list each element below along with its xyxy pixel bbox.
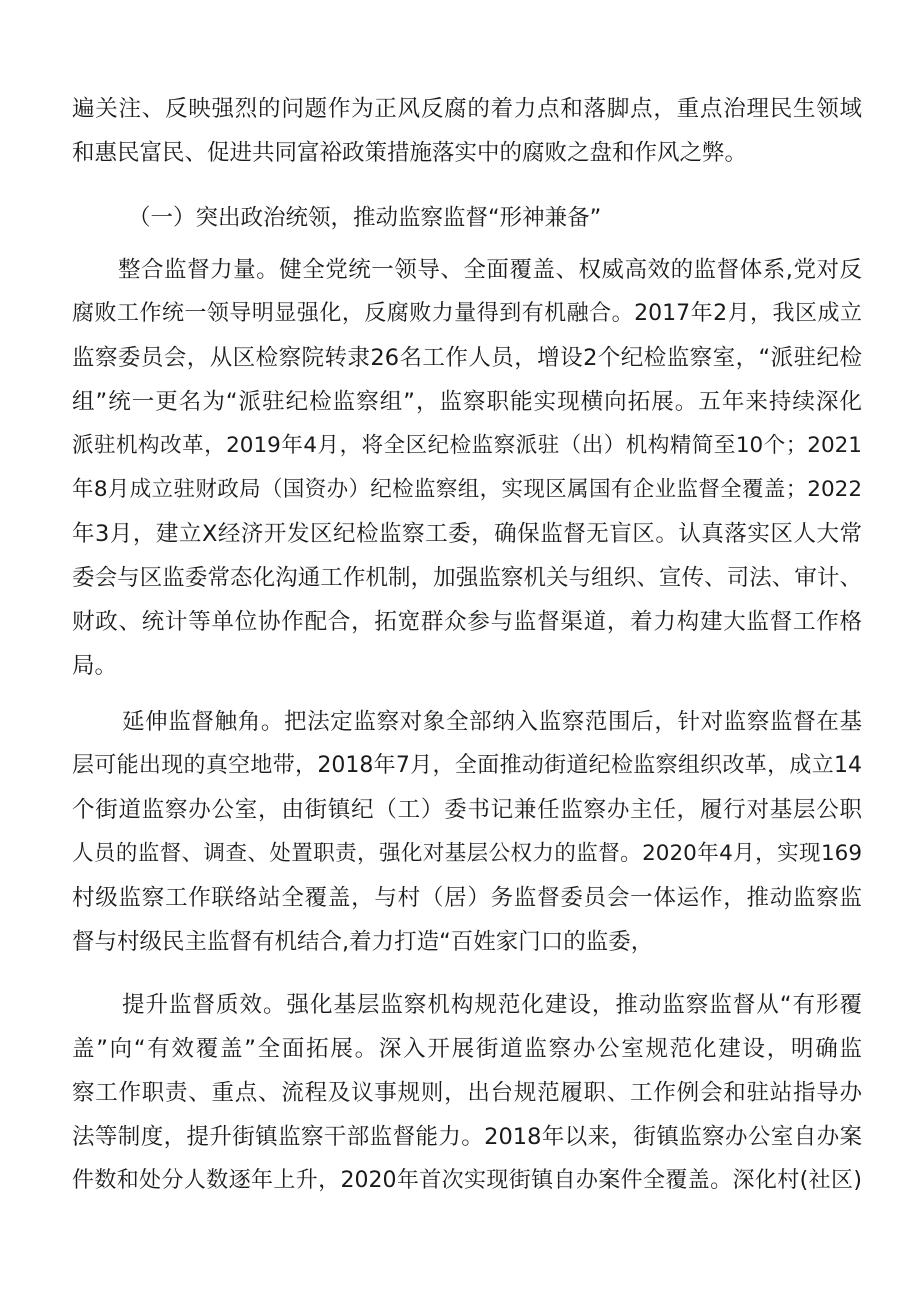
paragraph-extend-supervision [72,700,862,964]
text-line: 件数和处分人数逐年上升，2020年首次实现街镇自办案件全覆盖。深化村(社区) [72,1168,862,1193]
paragraph-integrate-supervision [72,248,862,688]
text-line: 村级监察工作联络站全覆盖，与村（居）务监督委员会一体运作，推动监察监 [72,885,862,911]
text-line: 组”统一更名为“派驻纪检监察组”，监察职能实现横向拓展。五年来持续深化 [72,389,862,415]
text-line: 察工作职责、重点、流程及议事规则，出台规范履职、工作例会和驻站指导办 [72,1080,862,1106]
text-line: 个街道监察办公室，由街镇纪（工）委书记兼任监察办主任，履行对基层公职 [72,797,862,823]
text-line: 层可能出现的真空地带，2018年7月，全面推动街道纪检监察组织改革，成立14 [72,753,862,778]
text-line: 局。 [72,653,118,679]
text-line: 腐败工作统一领导明显强化，反腐败力量得到有机融合。2017年2月，我区成立 [72,301,862,326]
section-heading [128,196,918,240]
text-line: 监察委员会，从区检察院转隶26名工作人员，增设2个纪检监察室，“派驻纪检 [72,345,862,371]
text-line: 人员的监督、调查、处置职责，强化对基层公权力的监督。2020年4月，实现169 [72,841,862,866]
text-line: 盖”向“有效覆盖”全面拓展。深入开展街道监察办公室规范化建设，明确监 [72,1036,862,1062]
paragraph-improve-effectiveness [72,983,862,1203]
text-line: 派驻机构改革，2019年4月，将全区纪检监察派驻（出）机构精简至10个；2021 [72,433,862,458]
text-line: 委会与区监委常态化沟通工作机制，加强监察机关与组织、宣传、司法、审计、 [72,565,862,591]
text-line: 年8月成立驻财政局（国资办）纪检监察组，实现区属国有企业监督全覆盖；2022 [72,477,862,502]
intro-paragraph [72,87,862,175]
text-line: 提升监督质效。强化基层监察机构规范化建设，推动监察监督从“有形覆 [122,992,862,1018]
text-line: 法等制度，提升街镇监察干部监督能力。2018年以来，街镇监察办公室自办案 [72,1124,862,1150]
heading-line: （一）突出政治统领，推动监察监督“形神兼备” [128,205,602,231]
text-line: 和惠民富民、促进共同富裕政策措施落实中的腐败之盘和作风之弊。 [72,140,748,166]
text-line: 财政、统计等单位协作配合，拓宽群众参与监督渠道，着力构建大监督工作格 [72,609,862,635]
text-line: 年3月，建立X经济开发区纪检监察工委，确保监督无盲区。认真落实区人大常 [72,521,862,547]
text-line: 延伸监督触角。把法定监察对象全部纳入监察范围后，针对监察监督在基 [122,709,862,735]
text-line: 遍关注、反映强烈的问题作为正风反腐的着力点和落脚点，重点治理民生领域 [72,96,862,122]
text-line: 督与村级民主监督有机结合,着力打造“百姓家门口的监委， [72,929,654,955]
text-line: 整合监督力量。健全党统一领导、全面覆盖、权威高效的监督体系,党对反 [118,257,862,283]
